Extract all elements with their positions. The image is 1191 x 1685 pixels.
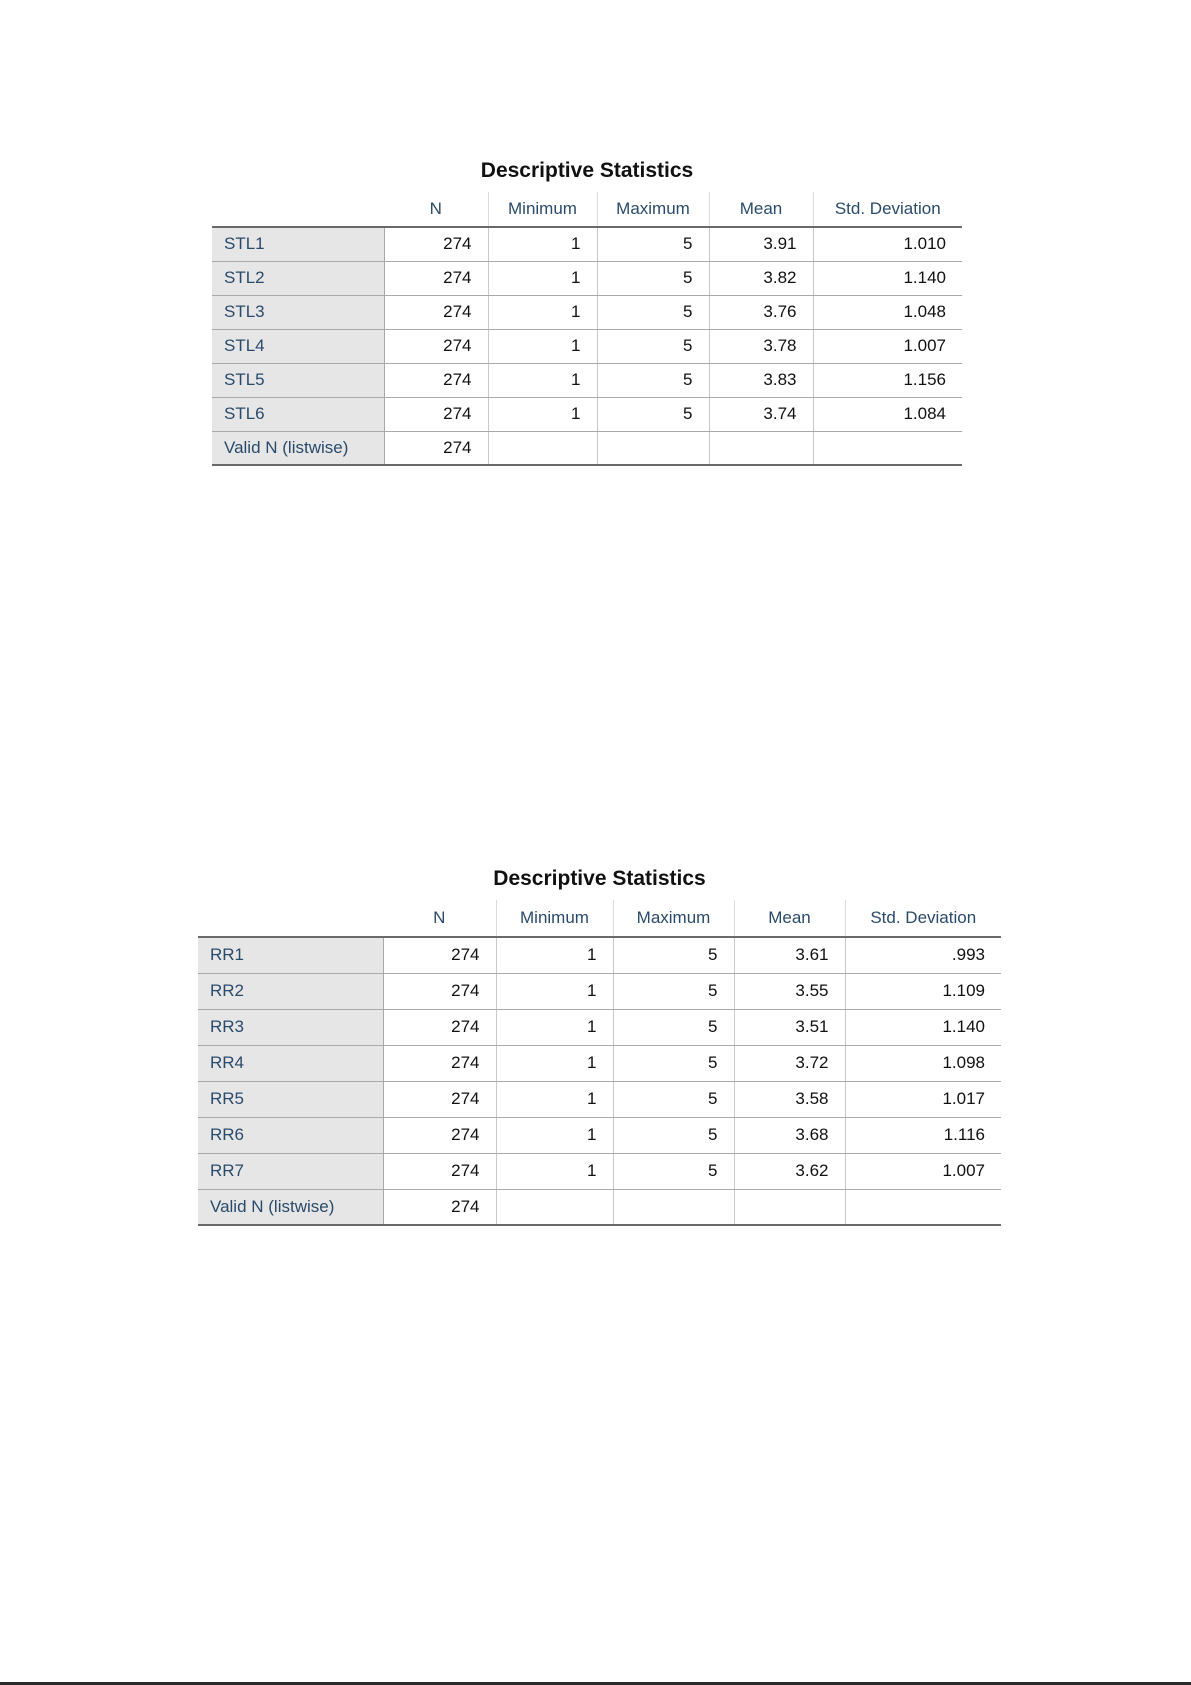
table-row [198, 973, 1001, 1009]
row-label: RR7 [198, 1153, 383, 1189]
cell-std-deviation: 1.116 [845, 1117, 1001, 1153]
cell-maximum [597, 431, 709, 465]
table-row [198, 1045, 1001, 1081]
cell-n: 274 [383, 1009, 496, 1045]
cell-minimum: 1 [496, 1045, 613, 1081]
row-label: STL2 [212, 261, 384, 295]
col-header-mean: Mean [709, 192, 813, 227]
cell-minimum: 1 [496, 1081, 613, 1117]
row-label: RR5 [198, 1081, 383, 1117]
row-label: STL4 [212, 329, 384, 363]
cell-n: 274 [384, 363, 488, 397]
cell-minimum: 1 [496, 937, 613, 973]
cell-minimum: 1 [496, 1009, 613, 1045]
cell-maximum: 5 [613, 1153, 734, 1189]
cell-maximum: 5 [613, 1081, 734, 1117]
cell-std-deviation: 1.007 [813, 329, 962, 363]
cell-maximum: 5 [597, 363, 709, 397]
cell-n: 274 [383, 1081, 496, 1117]
cell-n: 274 [384, 295, 488, 329]
cell-std-deviation: 1.156 [813, 363, 962, 397]
col-header-mean: Mean [734, 900, 845, 937]
cell-maximum: 5 [613, 1117, 734, 1153]
row-label: RR1 [198, 937, 383, 973]
cell-minimum: 1 [488, 227, 597, 261]
col-header-n: N [384, 192, 488, 227]
cell-mean: 3.83 [709, 363, 813, 397]
cell-n: 274 [384, 227, 488, 261]
cell-n: 274 [384, 431, 488, 465]
cell-mean [734, 1189, 845, 1225]
cell-maximum: 5 [597, 227, 709, 261]
cell-maximum: 5 [613, 973, 734, 1009]
cell-mean: 3.62 [734, 1153, 845, 1189]
corner-cell [212, 192, 384, 227]
cell-minimum: 1 [496, 973, 613, 1009]
corner-cell [198, 900, 383, 937]
table-row [198, 1117, 1001, 1153]
cell-std-deviation: 1.007 [845, 1153, 1001, 1189]
row-label: RR3 [198, 1009, 383, 1045]
cell-minimum: 1 [488, 329, 597, 363]
row-label: STL3 [212, 295, 384, 329]
table-row [198, 1081, 1001, 1117]
cell-n: 274 [383, 1153, 496, 1189]
cell-std-deviation: 1.048 [813, 295, 962, 329]
cell-mean: 3.55 [734, 973, 845, 1009]
cell-std-deviation: 1.017 [845, 1081, 1001, 1117]
cell-std-deviation: 1.140 [813, 261, 962, 295]
row-label: RR4 [198, 1045, 383, 1081]
stats-table [198, 900, 1001, 1226]
table-row [212, 397, 962, 431]
cell-std-deviation: 1.084 [813, 397, 962, 431]
cell-mean: 3.51 [734, 1009, 845, 1045]
table-row [198, 1009, 1001, 1045]
cell-mean: 3.61 [734, 937, 845, 973]
cell-minimum: 1 [488, 261, 597, 295]
col-header-maximum: Maximum [613, 900, 734, 937]
table-row [212, 431, 962, 465]
table-row [198, 1153, 1001, 1189]
cell-std-deviation [845, 1189, 1001, 1225]
col-header-minimum: Minimum [496, 900, 613, 937]
cell-mean: 3.58 [734, 1081, 845, 1117]
cell-minimum [496, 1189, 613, 1225]
cell-std-deviation [813, 431, 962, 465]
row-label: STL6 [212, 397, 384, 431]
cell-maximum: 5 [613, 1045, 734, 1081]
row-label: STL5 [212, 363, 384, 397]
cell-maximum: 5 [597, 329, 709, 363]
cell-minimum [488, 431, 597, 465]
cell-mean: 3.72 [734, 1045, 845, 1081]
cell-maximum: 5 [597, 397, 709, 431]
cell-mean: 3.82 [709, 261, 813, 295]
table-row [212, 295, 962, 329]
cell-minimum: 1 [496, 1117, 613, 1153]
col-header-std-deviation: Std. Deviation [845, 900, 1001, 937]
cell-minimum: 1 [488, 363, 597, 397]
cell-n: 274 [383, 1189, 496, 1225]
stats-table [212, 192, 962, 466]
cell-maximum: 5 [613, 1009, 734, 1045]
table-row [212, 261, 962, 295]
col-header-n: N [383, 900, 496, 937]
table-title: Descriptive Statistics [480, 159, 694, 182]
cell-std-deviation: 1.140 [845, 1009, 1001, 1045]
col-header-std-deviation: Std. Deviation [813, 192, 962, 227]
table-row [212, 363, 962, 397]
cell-maximum [613, 1189, 734, 1225]
cell-mean [709, 431, 813, 465]
row-label: RR6 [198, 1117, 383, 1153]
header-row [212, 192, 962, 227]
cell-mean: 3.74 [709, 397, 813, 431]
col-header-minimum: Minimum [488, 192, 597, 227]
row-label: STL1 [212, 227, 384, 261]
col-header-maximum: Maximum [597, 192, 709, 227]
table-row [198, 1189, 1001, 1225]
cell-mean: 3.76 [709, 295, 813, 329]
table-title: Descriptive Statistics [493, 867, 706, 890]
descriptive-statistics-stl [212, 156, 962, 466]
row-label: Valid N (listwise) [198, 1189, 383, 1225]
cell-mean: 3.68 [734, 1117, 845, 1153]
cell-n: 274 [384, 261, 488, 295]
table-row [212, 329, 962, 363]
cell-maximum: 5 [597, 261, 709, 295]
cell-n: 274 [384, 397, 488, 431]
header-row [198, 900, 1001, 937]
cell-std-deviation: .993 [845, 937, 1001, 973]
cell-minimum: 1 [488, 397, 597, 431]
cell-std-deviation: 1.098 [845, 1045, 1001, 1081]
cell-std-deviation: 1.010 [813, 227, 962, 261]
cell-n: 274 [383, 1117, 496, 1153]
descriptive-statistics-rr [198, 864, 1001, 1226]
cell-maximum: 5 [597, 295, 709, 329]
cell-maximum: 5 [613, 937, 734, 973]
cell-minimum: 1 [496, 1153, 613, 1189]
table-row [212, 227, 962, 261]
cell-mean: 3.91 [709, 227, 813, 261]
cell-minimum: 1 [488, 295, 597, 329]
row-label: RR2 [198, 973, 383, 1009]
cell-n: 274 [384, 329, 488, 363]
cell-n: 274 [383, 1045, 496, 1081]
cell-n: 274 [383, 937, 496, 973]
cell-std-deviation: 1.109 [845, 973, 1001, 1009]
cell-n: 274 [383, 973, 496, 1009]
cell-mean: 3.78 [709, 329, 813, 363]
table-row [198, 937, 1001, 973]
row-label: Valid N (listwise) [212, 431, 384, 465]
